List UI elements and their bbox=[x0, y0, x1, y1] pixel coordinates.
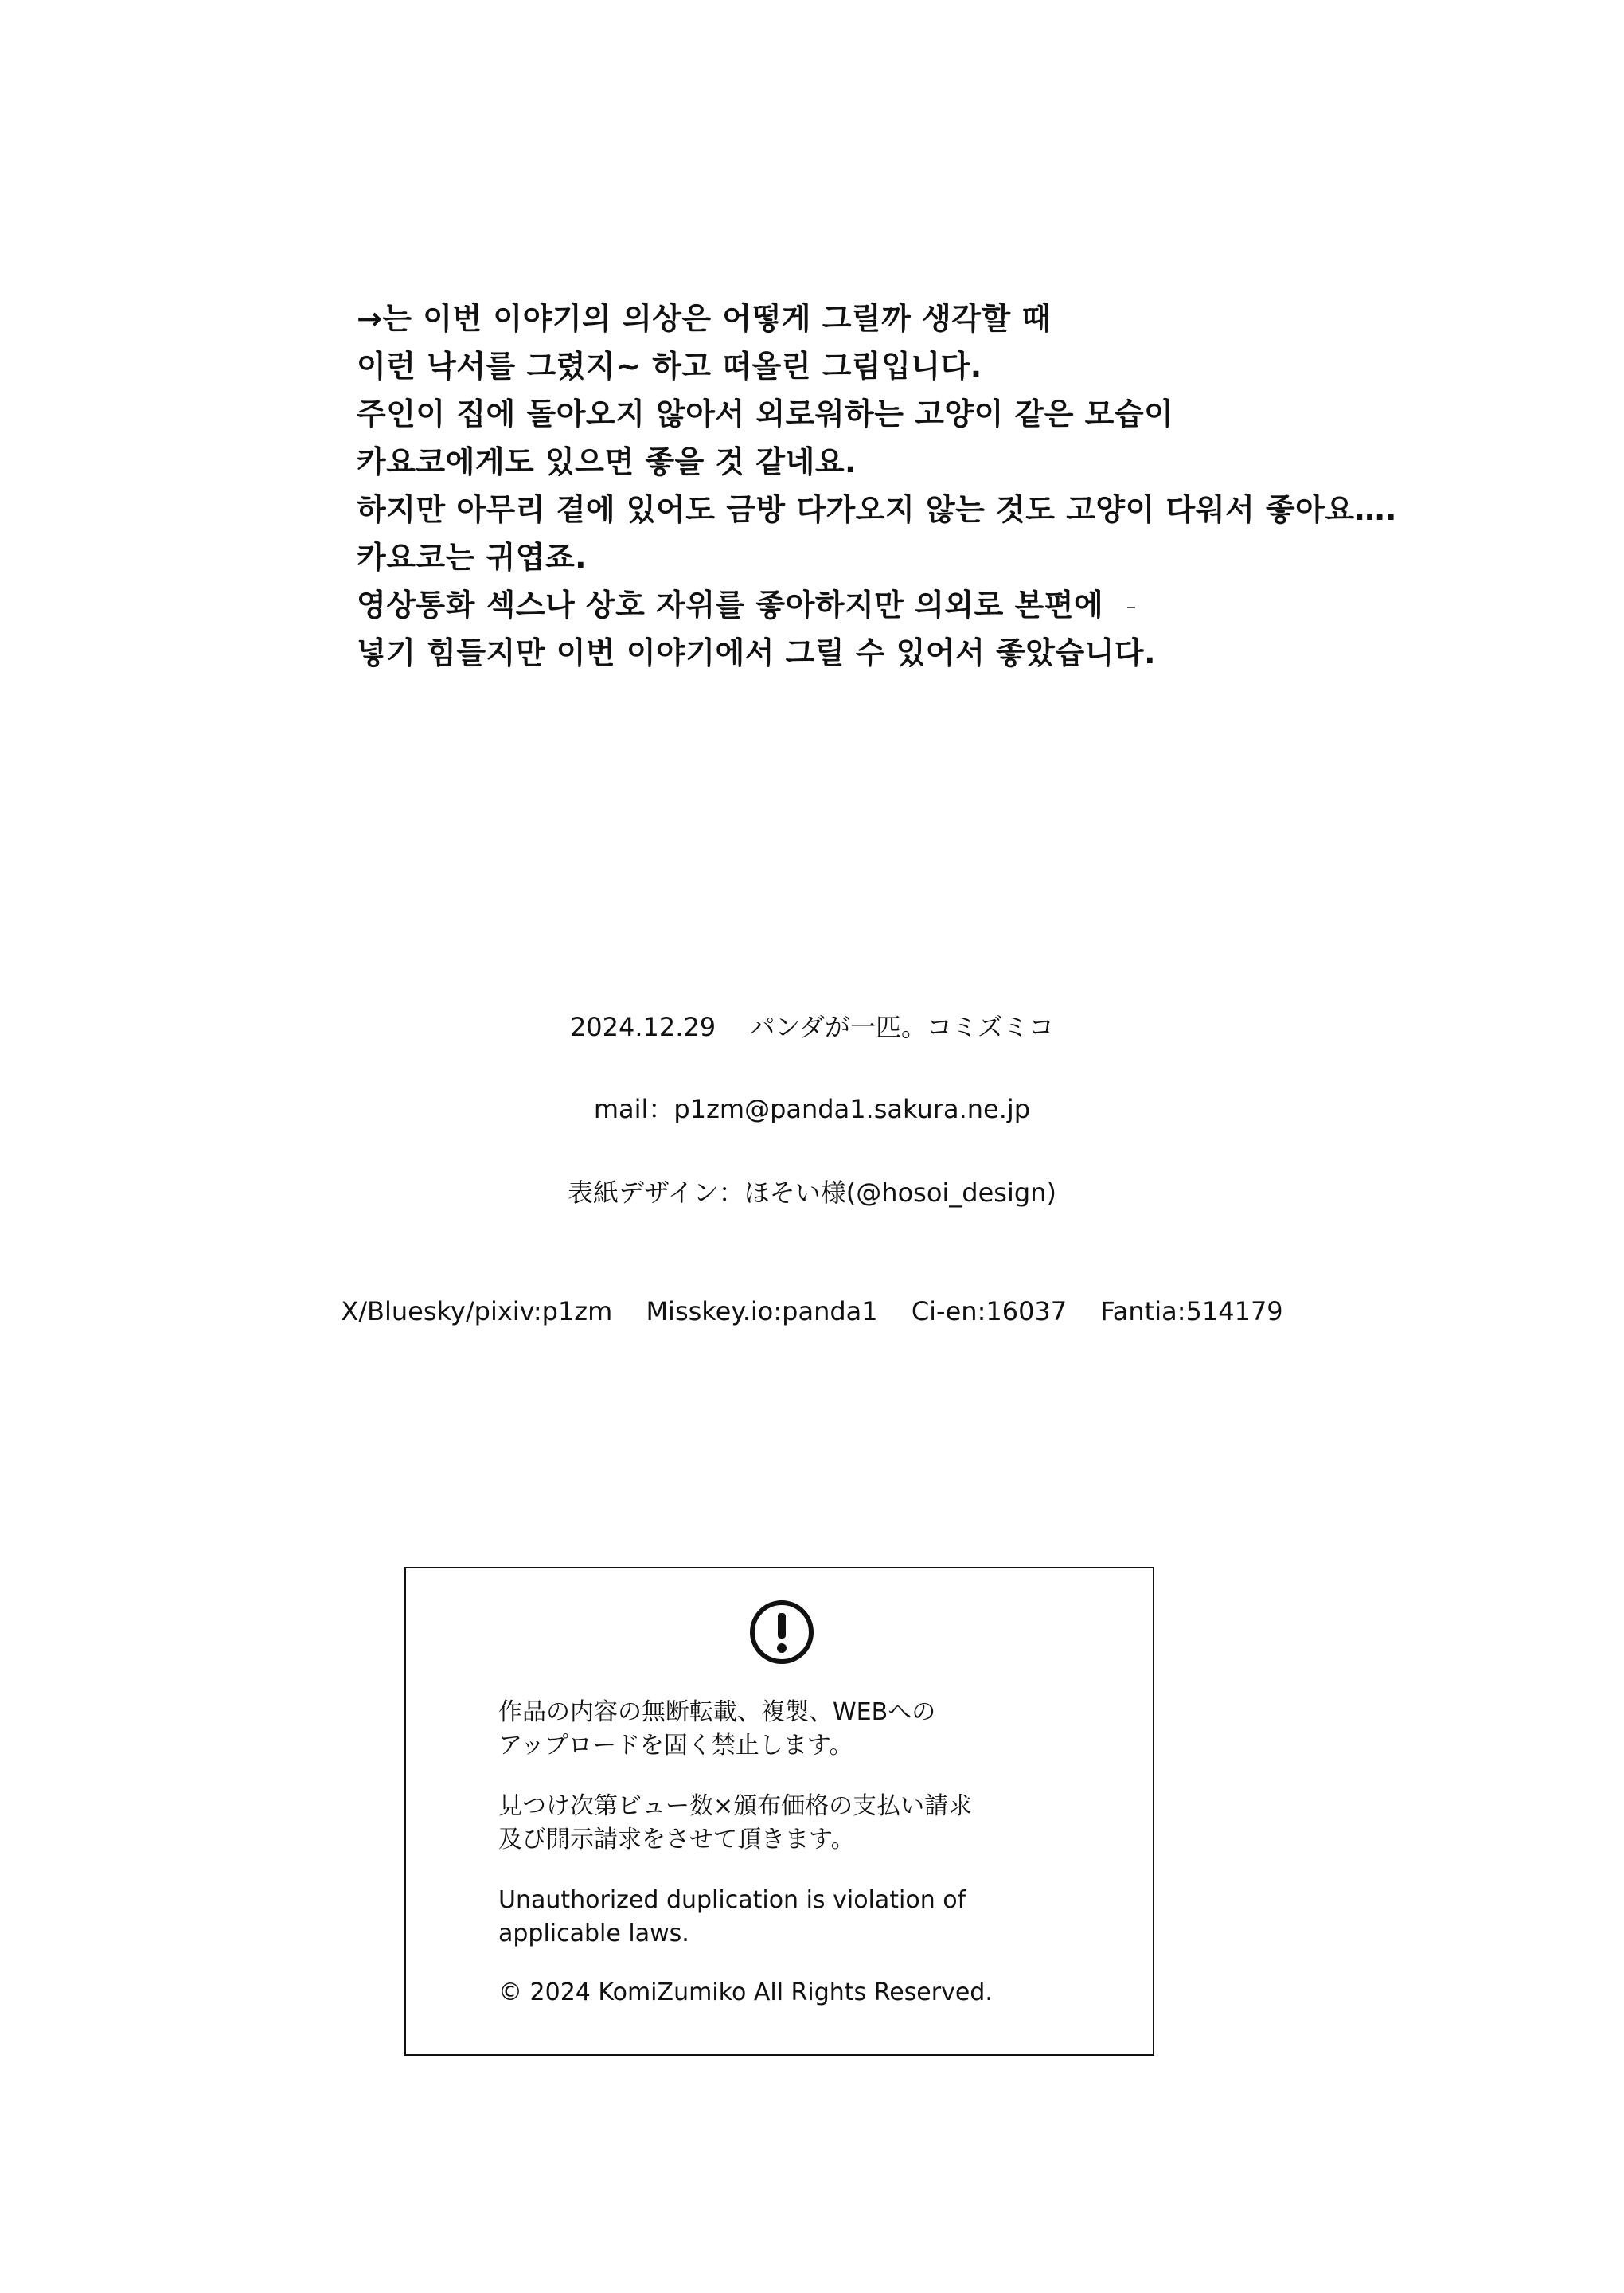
afterword-text bbox=[357, 295, 1487, 677]
afterword-line: 카요코는 귀엽죠. bbox=[357, 540, 588, 575]
publication-info bbox=[0, 1007, 1624, 1044]
afterword-line: 영상통화 섹스나 상호 자위를 좋아하지만 의외로 본편에 bbox=[357, 588, 1104, 623]
exclamation-circle-icon bbox=[748, 1599, 815, 1666]
warning-line: アップロードを固く禁止します。 bbox=[498, 1732, 853, 1760]
publication-date: 2024.12.29 bbox=[569, 1012, 716, 1042]
warning-line: 見つけ次第ビュー数×頒布価格の支払い請求 bbox=[498, 1792, 973, 1820]
sns-ci-en: Ci-en:16037 bbox=[911, 1296, 1068, 1326]
afterword-line: 주인이 집에 돌아오지 않아서 외로워하는 고양이 같은 모습이 bbox=[357, 396, 1174, 432]
warning-line: Unauthorized duplication is violation of bbox=[498, 1886, 966, 1914]
circle-name: パンダが一匹。コミズミコ bbox=[749, 1012, 1055, 1042]
warning-english-text bbox=[498, 1884, 966, 1951]
warning-reproduction-text bbox=[498, 1696, 935, 1763]
warning-line: 作品の内容の無断転載、複製、WEBへの bbox=[498, 1698, 936, 1726]
copyright-warning-box bbox=[404, 1567, 1154, 2056]
copyright-notice bbox=[498, 1976, 993, 2010]
sns-misskey: Misskey.io:panda1 bbox=[646, 1296, 878, 1326]
sns-fantia: Fantia:514179 bbox=[1100, 1296, 1283, 1326]
afterword-line: 카요코에게도 있으면 좋을 것 같네요. bbox=[357, 444, 857, 479]
contact-mail: mail：p1zm@panda1.sakura.ne.jp bbox=[593, 1094, 1031, 1124]
cover-design-credit: 表紙デザイン：ほそい様(@hosoi_design) bbox=[568, 1178, 1056, 1208]
afterword-line: 넣기 힘들지만 이번 이야기에서 그릴 수 있어서 좋았습니다. bbox=[357, 635, 1157, 670]
afterword-line: 하지만 아무리 곁에 있어도 금방 다가오지 않는 것도 고양이 다워서 좋아요…. bbox=[357, 492, 1397, 527]
stray-mark bbox=[1127, 607, 1135, 608]
afterword-line: 이런 낙서를 그렸지~ 하고 떠올린 그림입니다. bbox=[357, 349, 982, 384]
warning-line: 及び開示請求をさせて頂きます。 bbox=[498, 1826, 855, 1854]
sns-accounts bbox=[0, 1296, 1624, 1326]
warning-line: applicable laws. bbox=[498, 1920, 689, 1947]
warning-claim-text bbox=[498, 1790, 972, 1857]
afterword-line: →는 이번 이야기의 의상은 어떻게 그릴까 생각할 때 bbox=[357, 301, 1052, 336]
sns-x-bluesky-pixiv: X/Bluesky/pixiv:p1zm bbox=[341, 1296, 613, 1326]
copyright-line: © 2024 KomiZumiko All Rights Reserved. bbox=[498, 1979, 993, 2006]
